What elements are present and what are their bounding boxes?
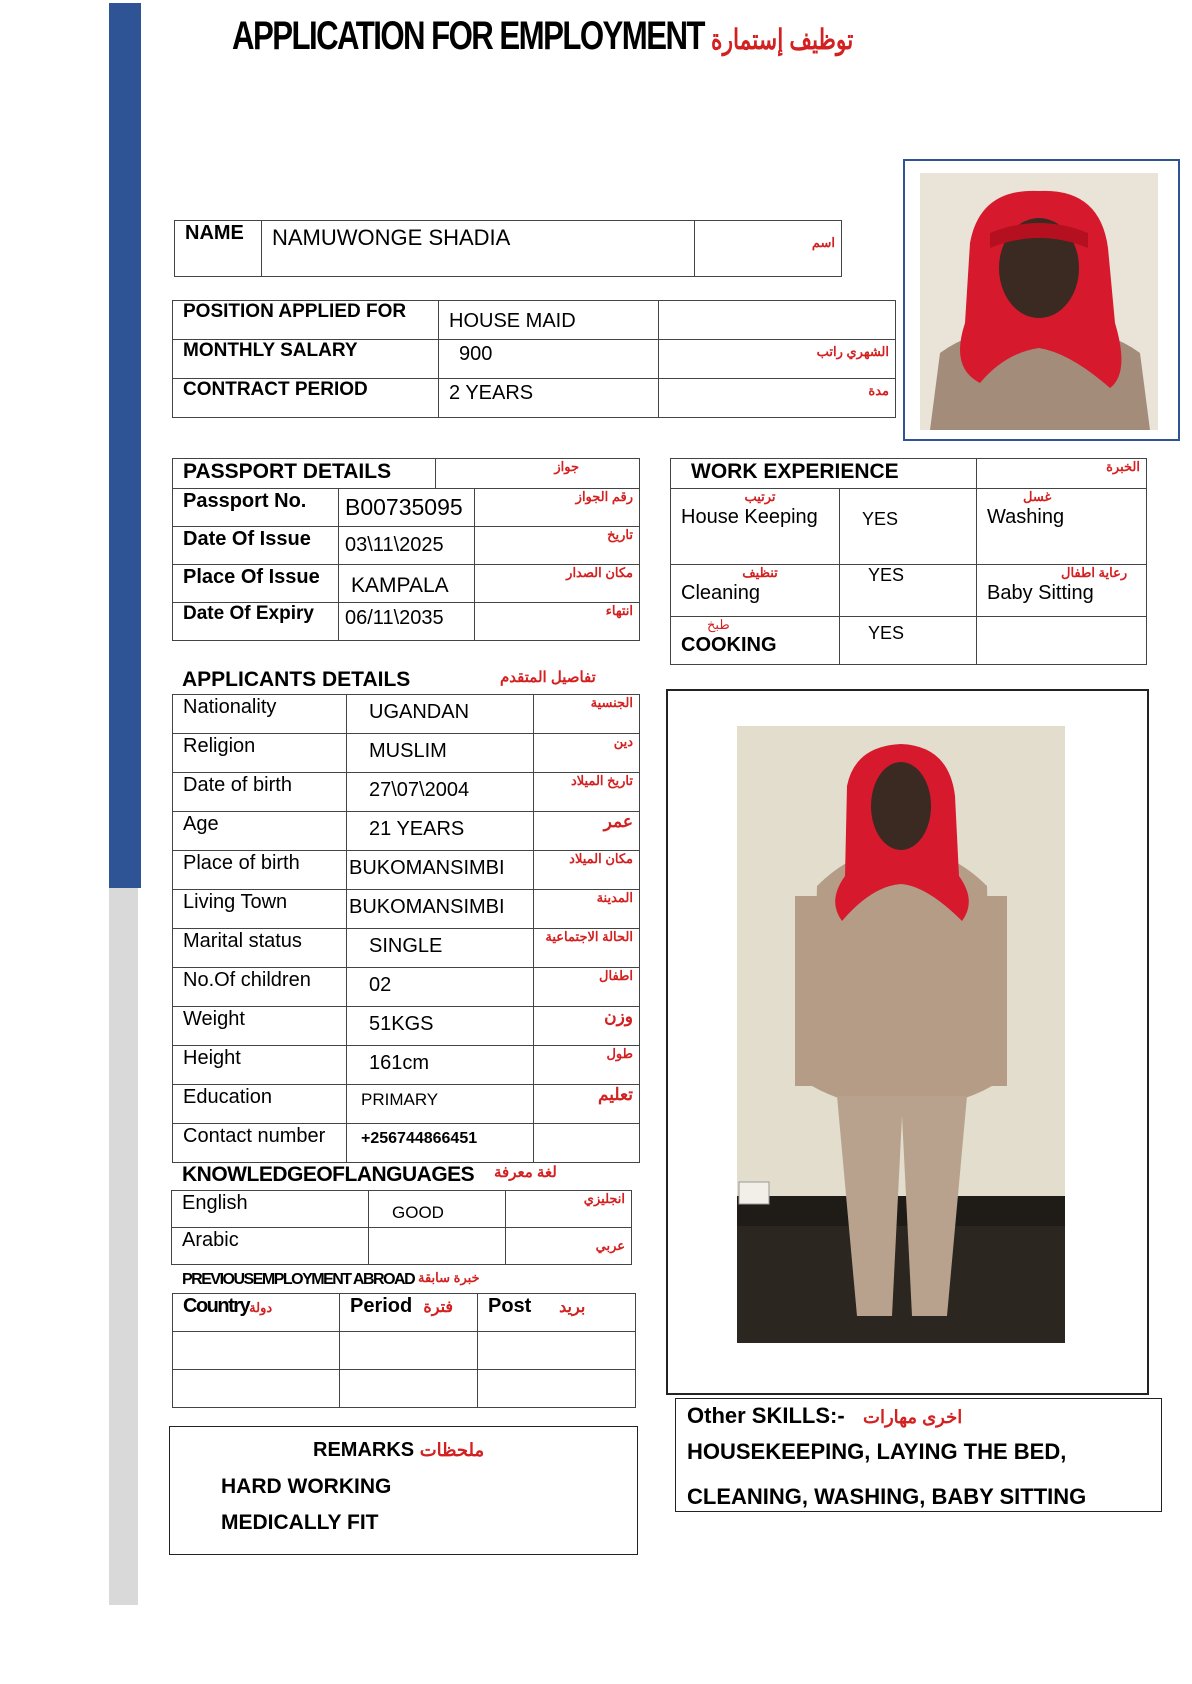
- remarks-box: [169, 1426, 638, 1555]
- skill-line: HOUSEKEEPING, LAYING THE BED,: [687, 1439, 1067, 1464]
- housekeeping-arabic: ترتيب: [744, 489, 776, 504]
- col-post: [478, 1294, 636, 1332]
- col-country-arabic: دولة: [249, 1300, 273, 1315]
- passport-header-table: [172, 458, 640, 489]
- issue-date-arabic: تاريخ: [475, 527, 640, 565]
- remarks-arabic: ملحظات: [419, 1440, 485, 1460]
- babysitting-arabic: رعاية اطفال: [1061, 565, 1128, 580]
- applicant-field-value: UGANDAN: [347, 695, 534, 734]
- issue-date-value: 03\11\2025: [339, 527, 475, 565]
- prev-cell: [340, 1332, 478, 1370]
- work-experience-arabic: الخبرة: [977, 459, 1147, 489]
- applicant-portrait: [920, 173, 1158, 430]
- skills-lines: [687, 1429, 1086, 1519]
- other-skills-box: [675, 1398, 1162, 1512]
- left-gray-bar: [109, 888, 138, 1605]
- applicant-row: [173, 773, 640, 812]
- applicant-field-arabic: [534, 1124, 640, 1163]
- housekeeping-yes: YES: [840, 489, 977, 565]
- applicant-field-arabic: عمر: [534, 812, 640, 851]
- remark-line: HARD WORKING: [221, 1475, 392, 1498]
- lang-english-value: GOOD: [369, 1191, 506, 1228]
- applicant-field-label: Height: [173, 1046, 347, 1085]
- applicant-row: [173, 890, 640, 929]
- applicant-field-value: 51KGS: [347, 1007, 534, 1046]
- applicant-row: [173, 1046, 640, 1085]
- lang-arabic-arabic: عربي: [506, 1228, 632, 1265]
- languages-header: KNOWLEDGEOFLANGUAGES: [182, 1163, 475, 1186]
- title-text: APPLICATION FOR EMPLOYMENT: [232, 14, 704, 58]
- applicant-field-label: Nationality: [173, 695, 347, 734]
- babysitting-label: Baby Sitting: [987, 581, 1094, 604]
- cleaning-yes: YES: [840, 565, 977, 617]
- applicant-row: [173, 1007, 640, 1046]
- expiry-arabic: انتهاء: [475, 603, 640, 641]
- passport-no-label: Passport No.: [173, 489, 339, 527]
- applicant-field-label: Religion: [173, 734, 347, 773]
- applicant-row: [173, 968, 640, 1007]
- applicant-table: [172, 694, 640, 1163]
- cleaning-arabic: تنظيف: [742, 565, 778, 580]
- contract-value: 2 YEARS: [439, 379, 659, 418]
- prev-cell: [478, 1332, 636, 1370]
- col-post-arabic: بريد: [559, 1299, 586, 1316]
- remarks-label: REMARKS: [313, 1439, 415, 1461]
- remark-line: MEDICALLY FIT: [221, 1511, 379, 1534]
- cleaning-label: Cleaning: [681, 581, 760, 604]
- applicant-field-label: Date of birth: [173, 773, 347, 812]
- issue-place-value: KAMPALA: [339, 565, 475, 603]
- work-item-washing: [977, 489, 1147, 565]
- cooking-label: COOKING: [681, 633, 777, 656]
- housekeeping-label: House Keeping: [681, 505, 818, 528]
- applicant-field-label: Living Town: [173, 890, 347, 929]
- applicant-field-label: Place of birth: [173, 851, 347, 890]
- col-country: [173, 1294, 340, 1332]
- work-item-cleaning: [671, 565, 840, 617]
- prev-cell: [173, 1370, 340, 1408]
- applicant-field-value: BUKOMANSIMBI: [347, 890, 534, 929]
- applicant-field-value: 161cm: [347, 1046, 534, 1085]
- skills-label: Other SKILLS:-: [687, 1403, 845, 1428]
- applicant-row: [173, 929, 640, 968]
- passport-no-arabic: رقم الجواز: [475, 489, 640, 527]
- washing-arabic: غسل: [1023, 489, 1052, 504]
- issue-place-arabic: مكان الصدار: [475, 565, 640, 603]
- skills-header: [687, 1403, 962, 1429]
- cooking-yes: YES: [840, 617, 977, 665]
- applicant-field-arabic: الجنسية: [534, 695, 640, 734]
- work-item-housekeeping: [671, 489, 840, 565]
- previous-employment-arabic: خبرة سابقة: [418, 1270, 480, 1285]
- applicant-field-arabic: طول: [534, 1046, 640, 1085]
- applicant-field-arabic: وزن: [534, 1007, 640, 1046]
- applicant-field-label: Age: [173, 812, 347, 851]
- applicant-field-value: BUKOMANSIMBI: [347, 851, 534, 890]
- issue-date-label: Date Of Issue: [173, 527, 339, 565]
- applicant-field-value: 02: [347, 968, 534, 1007]
- name-table: [174, 220, 842, 277]
- lang-arabic-value: [369, 1228, 506, 1265]
- applicant-field-label: No.Of children: [173, 968, 347, 1007]
- position-table: [172, 300, 896, 418]
- applicant-field-value: +256744866451: [347, 1124, 534, 1163]
- salary-label: MONTHLY SALARY: [173, 340, 439, 379]
- applicant-field-arabic: الحالة الاجتماعية: [534, 929, 640, 968]
- name-arabic: اسم: [695, 221, 842, 277]
- applicant-field-label: Weight: [173, 1007, 347, 1046]
- applicant-field-arabic: اطفال: [534, 968, 640, 1007]
- expiry-value: 06/11\2035: [339, 603, 475, 641]
- applicant-row: [173, 851, 640, 890]
- applicant-details-header: APPLICANTS DETAILS: [182, 668, 411, 691]
- languages-table: [171, 1190, 632, 1265]
- applicant-row: [173, 695, 640, 734]
- applicant-field-label: Education: [173, 1085, 347, 1124]
- previous-employment-header: PREVIOUSEMPLOYMENT ABROAD: [182, 1271, 415, 1288]
- issue-place-label: Place Of Issue: [173, 565, 339, 603]
- previous-employment-table: [172, 1293, 636, 1408]
- lang-arabic-label: Arabic: [172, 1228, 369, 1265]
- applicant-field-value: PRIMARY: [347, 1085, 534, 1124]
- salary-value: 900: [439, 340, 659, 379]
- col-period: [340, 1294, 478, 1332]
- applicant-field-label: Contact number: [173, 1124, 347, 1163]
- cooking-arabic: طبخ: [707, 617, 730, 632]
- applicant-field-arabic: دين: [534, 734, 640, 773]
- languages-arabic: لغة معرفة: [494, 1164, 557, 1181]
- col-period-arabic: فترة: [423, 1299, 454, 1316]
- applicant-row: [173, 812, 640, 851]
- left-accent-bar: [109, 3, 141, 888]
- skills-arabic: اخرى مهارات: [863, 1407, 963, 1427]
- washing-label: Washing: [987, 505, 1065, 528]
- contract-arabic: مدة: [659, 379, 896, 418]
- applicant-details-arabic: تفاصيل المتقدم: [500, 669, 596, 686]
- position-value: HOUSE MAID: [439, 301, 659, 340]
- lang-english-arabic: انجليزي: [506, 1191, 632, 1228]
- work-item-babysitting: [977, 565, 1147, 617]
- applicant-row: [173, 734, 640, 773]
- passport-header-arabic: جواز: [436, 459, 640, 489]
- col-post-label: Post: [488, 1295, 532, 1317]
- passport-header: PASSPORT DETAILS: [173, 459, 436, 489]
- prev-cell: [340, 1370, 478, 1408]
- name-label: NAME: [175, 221, 262, 277]
- passport-table: [172, 488, 640, 641]
- salary-arabic: الشهري راتب: [659, 340, 896, 379]
- applicant-field-label: Marital status: [173, 929, 347, 968]
- applicant-field-value: 27\07\2004: [347, 773, 534, 812]
- contract-label: CONTRACT PERIOD: [173, 379, 439, 418]
- work-item-empty: [977, 617, 1147, 665]
- lang-english-label: English: [172, 1191, 369, 1228]
- prev-cell: [478, 1370, 636, 1408]
- applicant-row: [173, 1085, 640, 1124]
- position-label: POSITION APPLIED FOR: [173, 301, 439, 340]
- remarks-header: [313, 1439, 484, 1462]
- title-arabic: توظيف إستمارة: [711, 24, 854, 55]
- work-experience-header: WORK EXPERIENCE: [671, 459, 977, 489]
- applicant-field-value: MUSLIM: [347, 734, 534, 773]
- applicant-field-arabic: تاريخ الميلاد: [534, 773, 640, 812]
- work-item-cooking: [671, 617, 840, 665]
- name-value: NAMUWONGE SHADIA: [262, 221, 695, 277]
- col-country-label: Country: [183, 1295, 250, 1317]
- applicant-field-value: SINGLE: [347, 929, 534, 968]
- applicant-field-arabic: المدينة: [534, 890, 640, 929]
- prev-cell: [173, 1332, 340, 1370]
- applicant-row: [173, 1124, 640, 1163]
- applicant-field-value: 21 YEARS: [347, 812, 534, 851]
- col-period-label: Period: [350, 1295, 413, 1317]
- applicant-field-arabic: مكان الميلاد: [534, 851, 640, 890]
- position-arabic: [659, 301, 896, 340]
- expiry-label: Date Of Expiry: [173, 603, 339, 641]
- remarks-lines: [221, 1469, 391, 1541]
- applicant-full-photo: [737, 726, 1065, 1343]
- passport-no-value: B00735095: [339, 489, 475, 527]
- work-experience-table: [670, 458, 1147, 665]
- skill-line: CLEANING, WASHING, BABY SITTING: [687, 1484, 1087, 1509]
- page-title: [232, 14, 853, 59]
- applicant-field-arabic: تعليم: [534, 1085, 640, 1124]
